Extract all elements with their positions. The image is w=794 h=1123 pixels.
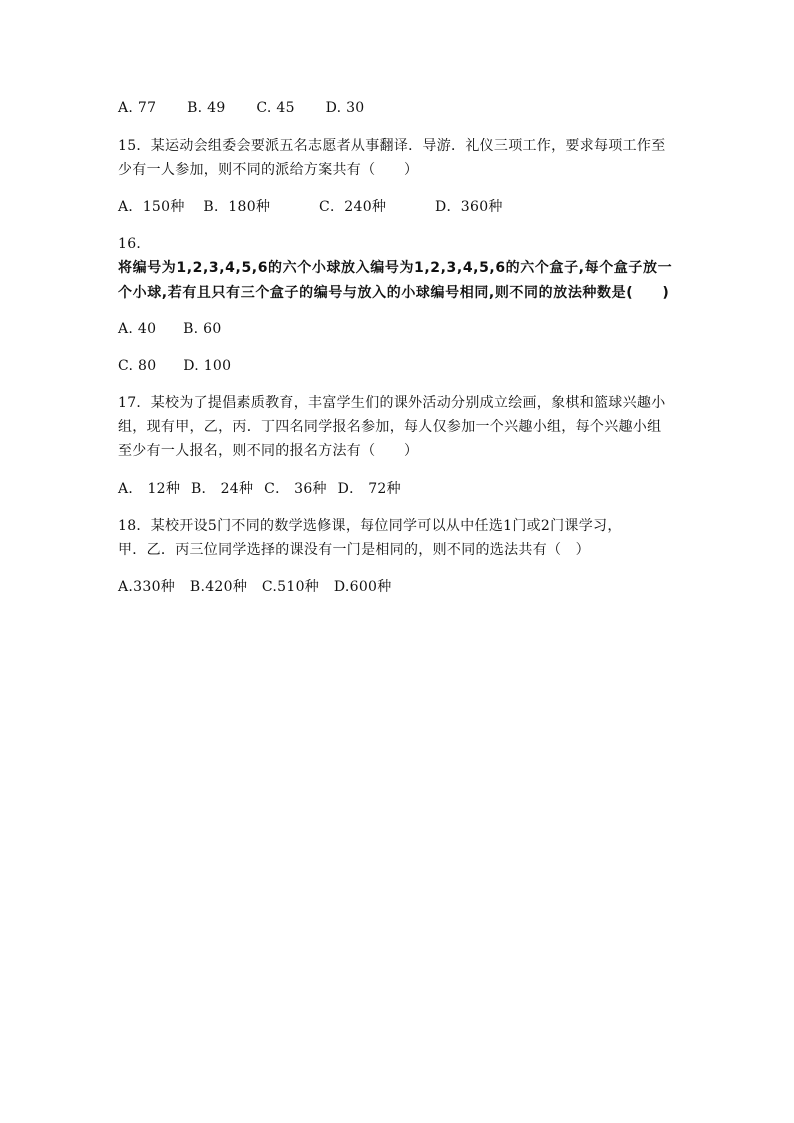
q15-options	[118, 197, 503, 217]
q16-option-c: C. 80	[118, 358, 157, 374]
q14-option-a: A. 77	[118, 100, 157, 116]
q18-option-c: C.510种	[261, 579, 320, 595]
q17-option-b: B． 24种	[190, 481, 254, 497]
q18-option-d: D.600种	[333, 579, 392, 595]
q14-option-c: C. 45	[256, 100, 295, 116]
q15-option-a: A．150种	[118, 199, 185, 215]
q18-option-a: A.330种	[118, 579, 176, 595]
q14-option-d: D. 30	[325, 100, 365, 116]
q16-option-d: D. 100	[183, 358, 232, 374]
q16-stem-line1: 将编号为1,2,3,4,5,6的六个小球放入编号为1,2,3,4,5,6的六个盒子,每个盒子放一	[118, 260, 673, 276]
q15-option-c: C．240种	[318, 199, 387, 215]
q16-options-row1	[118, 319, 222, 339]
q15-option-b: B．180种	[203, 199, 271, 215]
q16-option-a: A. 40	[118, 321, 157, 337]
q14-options	[118, 98, 365, 118]
q14-option-b: B. 49	[187, 100, 226, 116]
q16-number: 16．	[118, 236, 151, 252]
q15-option-d: D．360种	[434, 199, 503, 215]
q17-stem-line2: 组，现有甲，乙，丙．丁四名同学报名参加，每人仅参加一个兴趣小组，每个兴趣小组	[118, 419, 662, 435]
q17-option-a: A． 12种	[118, 481, 181, 497]
q15-stem-line1: 15．某运动会组委会要派五名志愿者从事翻译．导游．礼仪三项工作，要求每项工作至	[118, 138, 666, 154]
q16-options-row2	[118, 356, 231, 376]
q18-option-b: B.420种	[189, 579, 248, 595]
q17-option-c: C． 36种	[264, 481, 327, 497]
q17-stem-line3: 至少有一人报名，则不同的报名方法有（ ）	[118, 443, 419, 459]
q17-option-d: D． 72种	[337, 481, 401, 497]
q18-stem-line1: 18．某校开设5门不同的数学选修课，每位同学可以从中任选1门或2门课学习，	[118, 518, 622, 534]
q17-options	[118, 479, 401, 499]
q16-stem-line2: 个小球,若有且只有三个盒子的编号与放入的小球编号相同,则不同的放法种数是( )	[118, 285, 670, 301]
q18-options	[118, 577, 392, 597]
q18-stem-line2: 甲．乙．丙三位同学选择的课没有一门是相同的，则不同的选法共有（ ）	[118, 542, 590, 558]
q17-stem-line1: 17．某校为了提倡素质教育，丰富学生们的课外活动分别成立绘画，象棋和篮球兴趣小	[118, 395, 666, 411]
q16-option-b: B. 60	[183, 321, 222, 337]
q15-stem-line2: 少有一人参加，则不同的派给方案共有（ ）	[118, 162, 419, 178]
